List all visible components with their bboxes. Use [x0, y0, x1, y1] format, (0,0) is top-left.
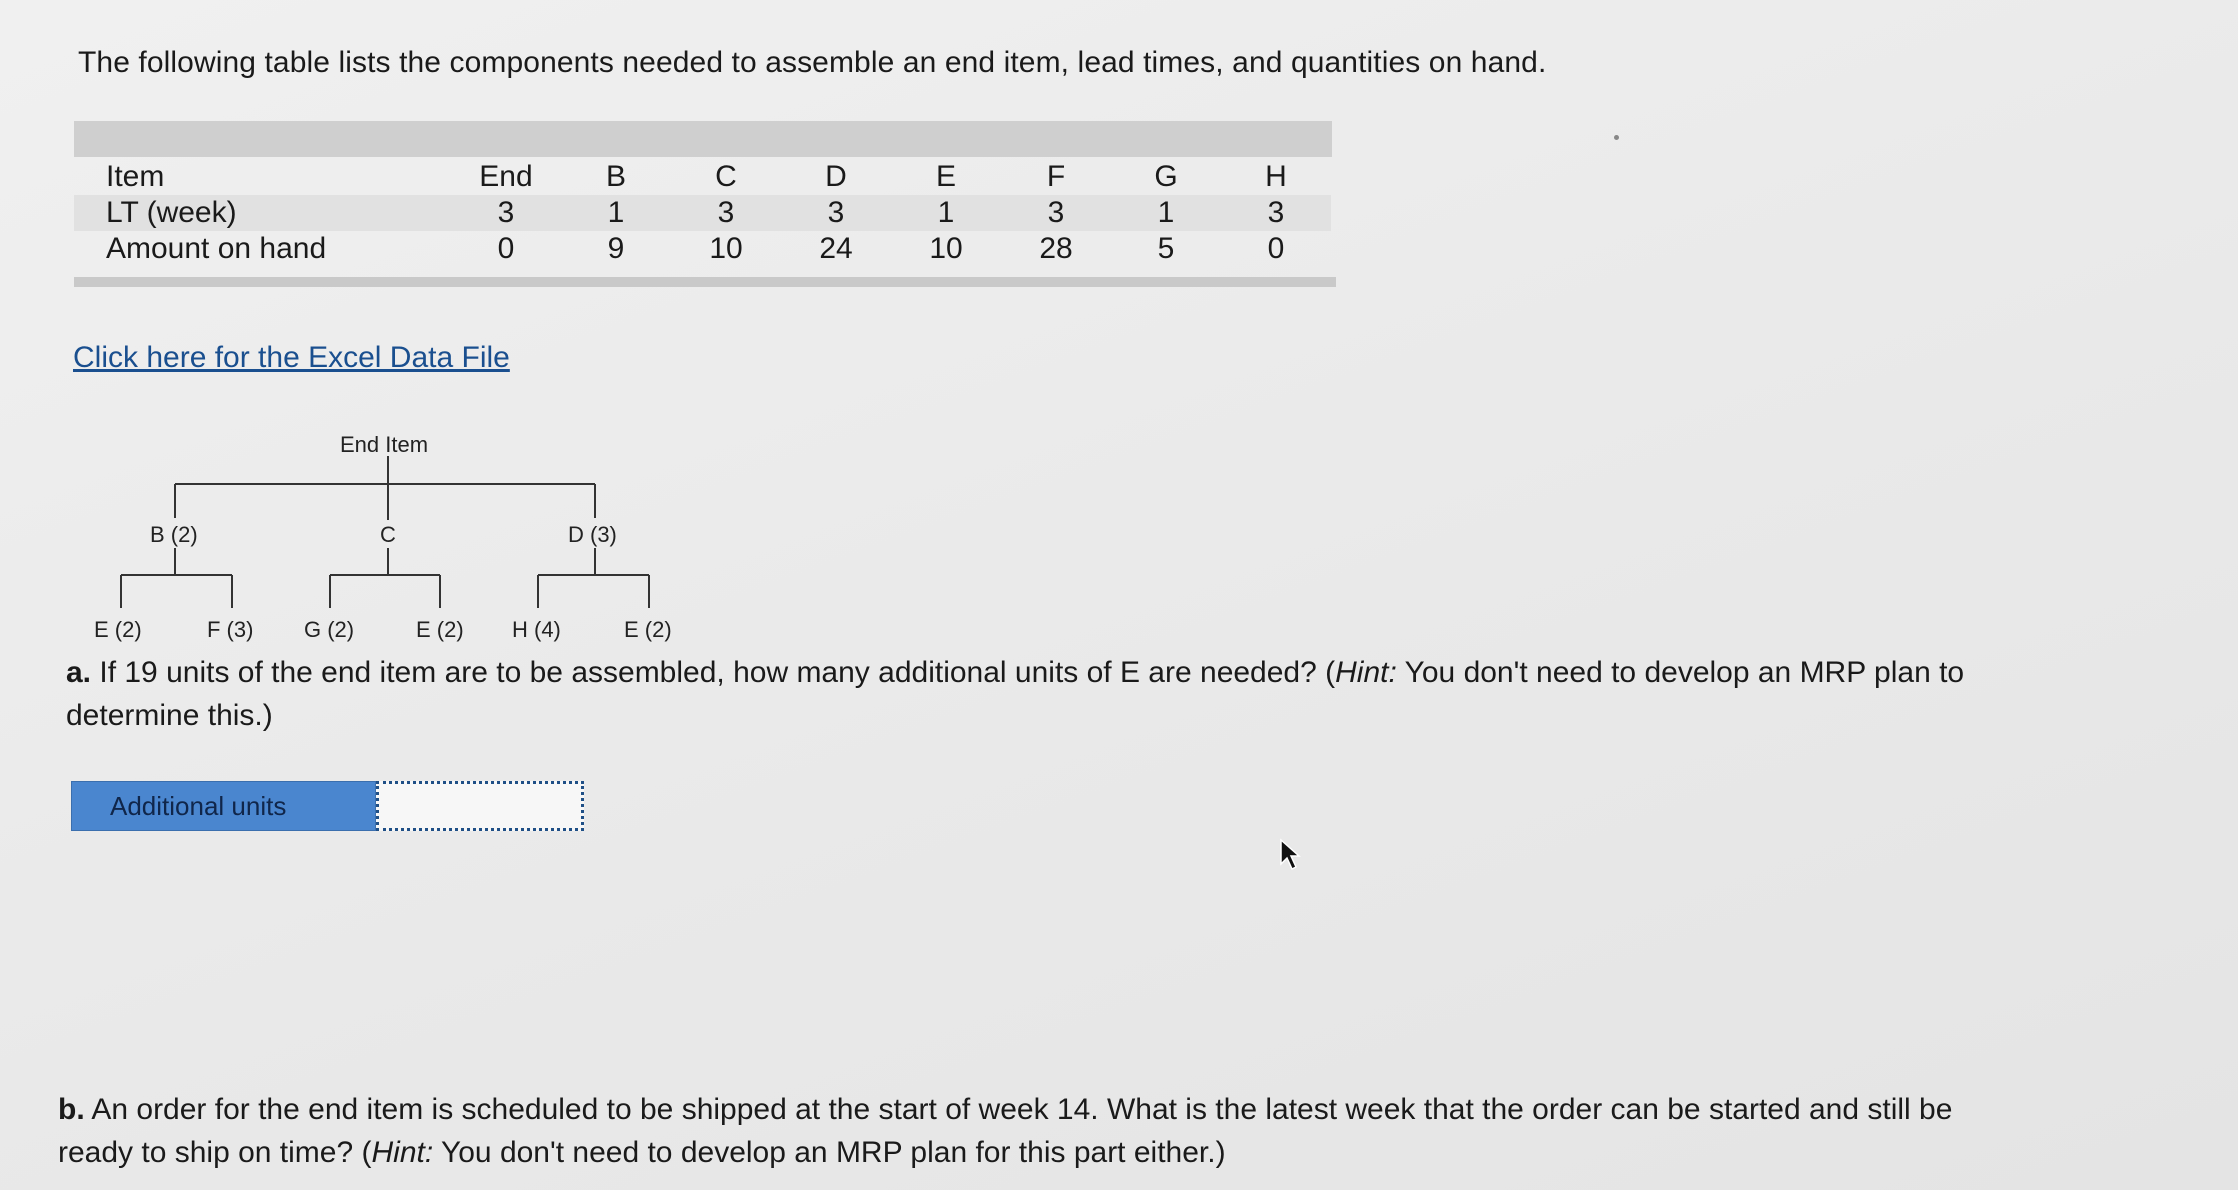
table-cell: 9	[607, 232, 625, 265]
table-cell: 0	[497, 232, 515, 265]
tree-node-e-under-b: E (2)	[94, 617, 142, 642]
question-a	[66, 651, 2026, 737]
table-row-label-item: Item	[106, 160, 165, 193]
tree-node-d: D (3)	[568, 522, 617, 547]
table-grid	[74, 157, 1332, 267]
table-cell: End	[479, 160, 533, 193]
question-a-hint: Hint:	[1335, 656, 1397, 689]
table-cell: 10	[929, 232, 963, 265]
question-b-text-2: You don't need to develop an MRP plan for this part either.)	[433, 1136, 1226, 1169]
excel-data-file-link[interactable]: Click here for the Excel Data File	[73, 341, 510, 374]
table-cell: 3	[781, 195, 891, 231]
table-cell: 10	[709, 232, 743, 265]
table-bottom-band	[74, 277, 1336, 287]
table-cell: 3	[1221, 195, 1331, 231]
table-cell: D	[825, 160, 847, 193]
tree-node-b: B (2)	[150, 522, 198, 547]
question-a-text-1: If 19 units of the end item are to be assembled, how many additional units of E are needed? (	[91, 656, 1336, 689]
mouse-pointer-icon	[1279, 838, 1303, 874]
tree-node-c: C	[380, 522, 396, 547]
table-cell: 0	[1267, 232, 1285, 265]
table-cell: E	[935, 160, 956, 193]
table-cell: G	[1154, 160, 1178, 193]
question-b	[58, 1088, 2018, 1174]
additional-units-label: Additional units	[71, 781, 376, 831]
question-b-hint: Hint:	[371, 1136, 434, 1169]
question-a-prefix: a.	[66, 656, 92, 689]
table-row-spacer	[74, 231, 106, 267]
table-row-label-on-hand: Amount on hand	[106, 232, 327, 265]
table-row-spacer	[74, 159, 106, 195]
table-cell: 3	[671, 195, 781, 231]
table-cell: 3	[451, 195, 561, 231]
tree-node-e-under-d: E (2)	[624, 617, 672, 642]
table-cell: 5	[1157, 232, 1175, 265]
tree-node-f-under-b: F (3)	[207, 617, 254, 642]
table-cell: 28	[1039, 232, 1073, 265]
additional-units-input[interactable]	[376, 781, 584, 831]
table-cell: F	[1046, 160, 1066, 193]
table-header-band	[74, 121, 1332, 157]
table-cell: 1	[561, 195, 671, 231]
table-cell: H	[1265, 160, 1287, 193]
tree-node-h-under-d: H (4)	[512, 617, 561, 642]
table-cell: B	[605, 160, 626, 193]
answer-row	[71, 781, 584, 831]
table-row-label-lt: LT (week)	[106, 195, 451, 231]
table-cell: 24	[819, 232, 853, 265]
decorative-dot	[1614, 135, 1619, 140]
components-table	[74, 121, 1332, 287]
table-cell: 3	[1001, 195, 1111, 231]
intro-text: The following table lists the components needed to assemble an end item, lead times, and quantities on hand.	[78, 46, 1547, 79]
question-b-prefix: b.	[58, 1093, 85, 1126]
tree-node-g-under-c: G (2)	[304, 617, 355, 642]
table-row-spacer	[74, 195, 106, 231]
question-a-text-2: You don't need to develop an MRP plan to determine this.)	[66, 656, 1965, 732]
table-cell: 1	[1111, 195, 1221, 231]
tree-node-e-under-c: E (2)	[416, 617, 464, 642]
question-b-text-1: An order for the end item is scheduled to be shipped at the start of week 14. What is the latest week that the order can be started and still be ready to ship on time? (	[58, 1093, 1953, 1169]
table-cell: 1	[891, 195, 1001, 231]
table-cell: C	[715, 160, 737, 193]
tree-node-end-item: End Item	[340, 432, 429, 457]
